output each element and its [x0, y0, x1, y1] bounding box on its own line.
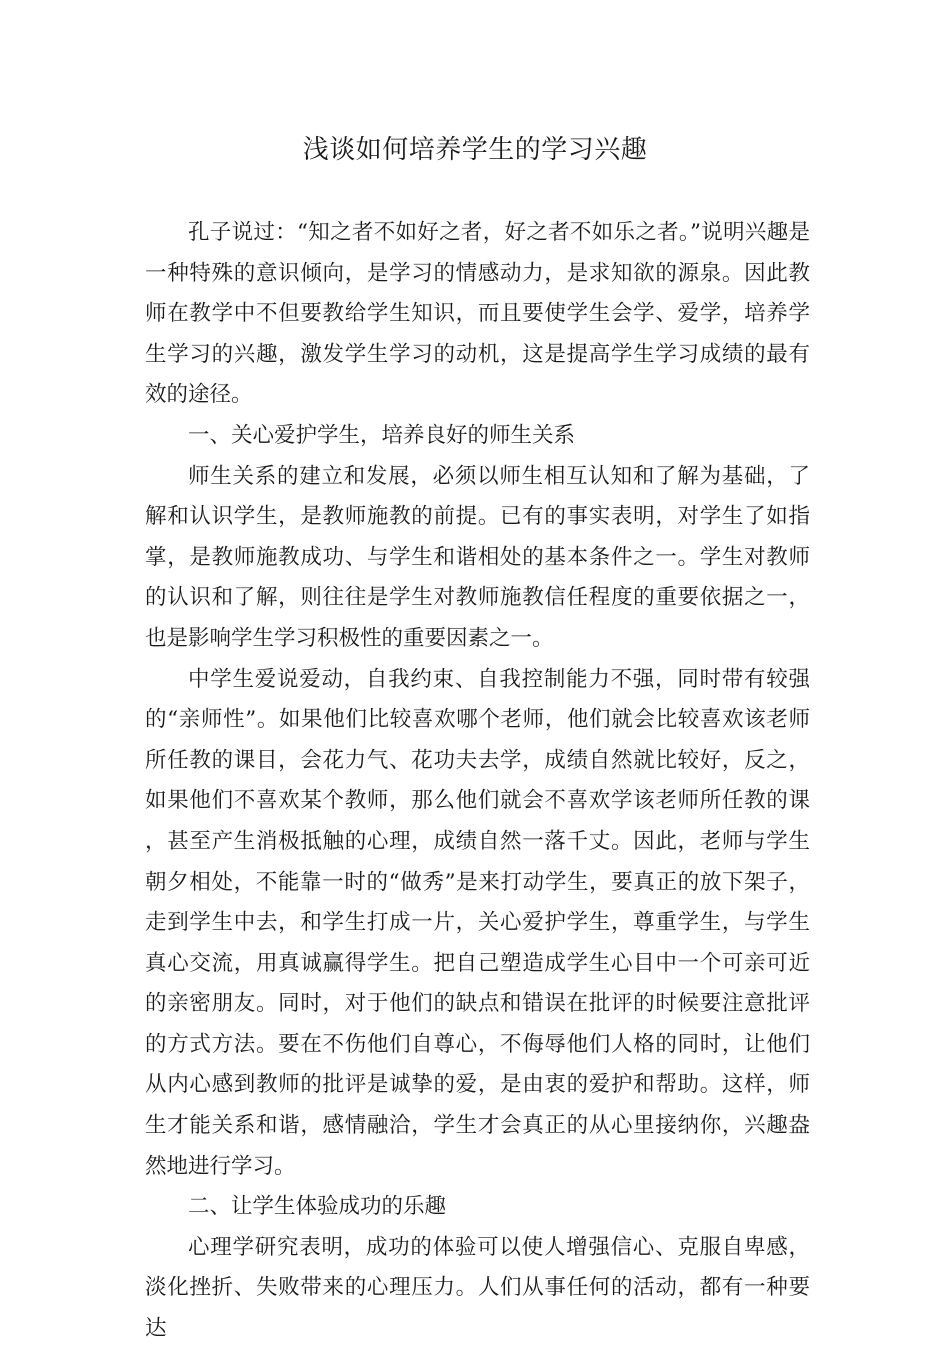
body-paragraph: 师生关系的建立和发展，必须以师生相互认知和了解为基础，了解和认识学生，是教师施教的前提。已有的事实表明，对学生了如指掌，是教师施教成功、与学生和谐相处的基本条件之一。学生对教师的认识和了解，则往往是学生对教师施教信任程度的重要依据之一，也是影响学生学习积极性的重要因素之一。: [145, 463, 810, 651]
body-paragraph: 心理学研究表明，成功的体验可以使人增强信心、克服自卑感，淡化挫折、失败带来的心理压力。人们从事任何的活动，都有一种要达: [145, 1234, 810, 1342]
intro-paragraph: 孔子说过：“知之者不如好之者，好之者不如乐之者。”说明兴趣是一种特殊的意识倾向，是学习的情感动力，是求知欲的源泉。因此教师在教学中不但要教给学生知识，而且要使学生会学、爱学，培养学生学习的兴趣，激发学生学习的动机，这是提高学生学习成绩的最有效的途径。: [145, 220, 810, 408]
section-heading-2: 二、让学生体验成功的乐趣: [188, 1194, 447, 1220]
document-title: 浅谈如何培养学生的学习兴趣: [302, 135, 648, 165]
body-paragraph: 中学生爱说爱动，自我约束、自我控制能力不强，同时带有较强的“亲师性”。如果他们比较喜欢哪个老师，他们就会比较喜欢该老师所任教的课目，会花力气、花功夫去学，成绩自然就比较好，反之，如果他们不喜欢某个教师，那么他们就会不喜欢学该老师所任教的课，甚至产生消极抵触的心理，成绩自然一落千丈。因此，老师与学生朝夕相处，不能靠一时的“做秀”是来打动学生，要真正的放下架子，走到学生中去，和学生打成一片，关心爱护学生，尊重学生，与学生真心交流，用真诚赢得学生。把自己塑造成学生心目中一个可亲可近的亲密朋友。同时，对于他们的缺点和错误在批评的时候要注意批评的方式方法。要在不伤他们自尊心，不侮辱他们人格的同时，让他们从内心感到教师的批评是诚挚的爱，是由衷的爱护和帮助。这样，师生才能关系和谐，感情融洽，学生才会真正的从心里接纳你，兴趣盎然地进行学习。: [145, 666, 810, 1179]
document-body: [145, 213, 810, 1350]
section-heading-1: 一、关心爱护学生，培养良好的师生关系: [188, 422, 576, 448]
